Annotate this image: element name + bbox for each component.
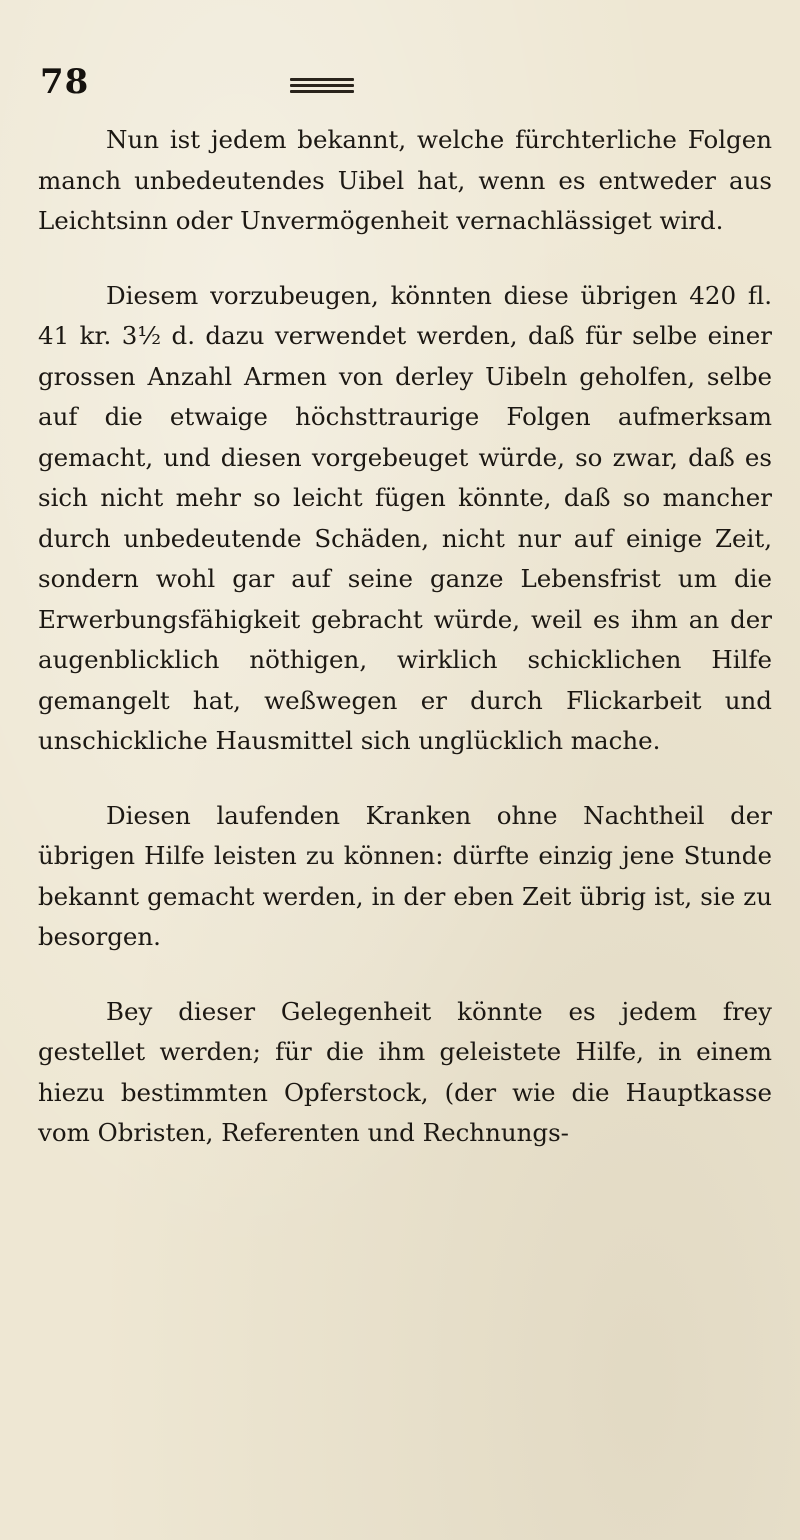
body-text <box>38 120 772 1154</box>
paragraph-2: Diesem vorzubeugen, könnten diese übrigen 420 fl. 41 kr. 3½ d. dazu verwendet werden, daß für selbe einer grossen Anzahl Armen von derley Uibeln geholfen, selbe auf die etwaige höchsttraurige Folgen aufmerksam gemacht, und diesen vorgebeuget würde, so zwar, daß es sich nicht mehr so leicht fügen könnte, daß so mancher durch unbedeutende Schäden, nicht nur auf einige Zeit, sondern wohl gar auf seine ganze Lebensfrist um die Erwerbungsfähigkeit gebracht würde, weil es ihm an der augenblicklich nöthigen, wirklich schicklichen Hilfe gemangelt hat, weßwegen er durch Flickarbeit und unschickliche Hausmittel sich unglücklich mache. <box>38 280 772 755</box>
paragraph-3: Diesen laufenden Kranken ohne Nachtheil der übrigen Hilfe leisten zu können: dürfte einzig jene Stunde bekannt gemacht werden, in der eben Zeit übrig ist, sie zu besorgen. <box>38 800 772 951</box>
paragraph-1: Nun ist jedem bekannt, welche fürchterliche Folgen manch unbedeutendes Uibel hat, wenn es entweder aus Leichtsinn oder Unvermögenheit vernachlässiget wird. <box>38 125 772 235</box>
printer-ornament <box>290 78 354 96</box>
paragraph-4: Bey dieser Gelegenheit könnte es jedem frey gestellet werden; für die ihm geleistete Hilfe, in einem hiezu bestimmten Opferstock, (der wie die Hauptkasse vom Obristen, Referenten und Rechnungs- <box>38 996 772 1147</box>
page-number: 78 <box>40 62 90 102</box>
